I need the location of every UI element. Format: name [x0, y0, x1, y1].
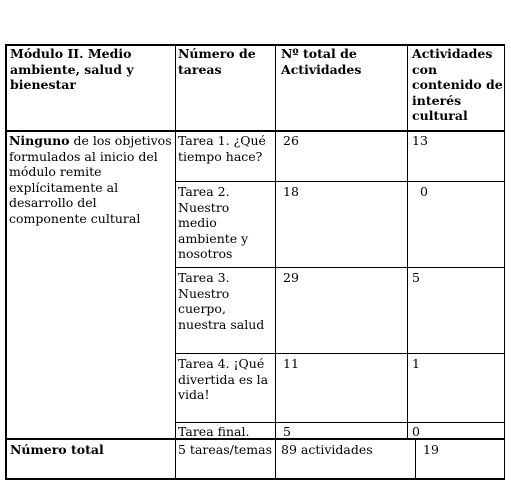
totals-cultural: 19	[423, 442, 439, 457]
header-divider	[5, 130, 505, 132]
column-divider	[407, 44, 408, 438]
task-name: Tarea final.	[178, 424, 250, 439]
task-cultural: 5	[412, 270, 420, 285]
totals-label: Número total	[10, 442, 104, 457]
task-total: 29	[283, 270, 299, 285]
objective-bold-word: Ninguno	[9, 133, 70, 148]
header-module: Módulo II. Medio ambiente, salud y bienestar	[10, 46, 134, 93]
task-total: 26	[283, 133, 299, 148]
column-divider	[275, 44, 276, 480]
task-cultural: 13	[412, 133, 428, 148]
header-total-activities: Nº total de Actividades	[281, 46, 362, 77]
task-total: 11	[283, 356, 299, 371]
table-border-left	[5, 44, 7, 480]
totals-activities: 89 actividades	[281, 442, 373, 457]
header-cultural-activities: Actividades con contenido de interés cultural	[412, 46, 503, 124]
column-divider	[415, 438, 416, 480]
task-cultural: 1	[412, 356, 420, 371]
task-name: Tarea 4. ¡Qué divertida es la vida!	[178, 356, 269, 403]
objective-text: de los objetivos formulados al inicio del módulo remite explícitamente al desarrollo del componente cultural	[9, 133, 172, 226]
header-task-count: Número de tareas	[178, 46, 256, 77]
task-cultural: 0	[420, 184, 428, 199]
task-name: Tarea 1. ¿Qué tiempo hace?	[178, 133, 266, 164]
table-border-bottom	[5, 478, 505, 480]
task-name: Tarea 2. Nuestro medio ambiente y nosotros	[178, 184, 249, 262]
objective-note	[9, 133, 173, 227]
module-summary-table	[5, 44, 505, 480]
row-divider	[175, 181, 505, 182]
task-cultural: 0	[412, 424, 420, 439]
task-total: 5	[283, 424, 291, 439]
row-divider	[175, 267, 505, 268]
task-name: Tarea 3. Nuestro cuerpo, nuestra salud	[178, 270, 265, 332]
row-divider	[175, 422, 505, 423]
row-divider	[175, 353, 505, 354]
task-total: 18	[283, 184, 299, 199]
totals-tasks: 5 tareas/temas	[178, 442, 272, 457]
column-divider	[175, 44, 176, 480]
